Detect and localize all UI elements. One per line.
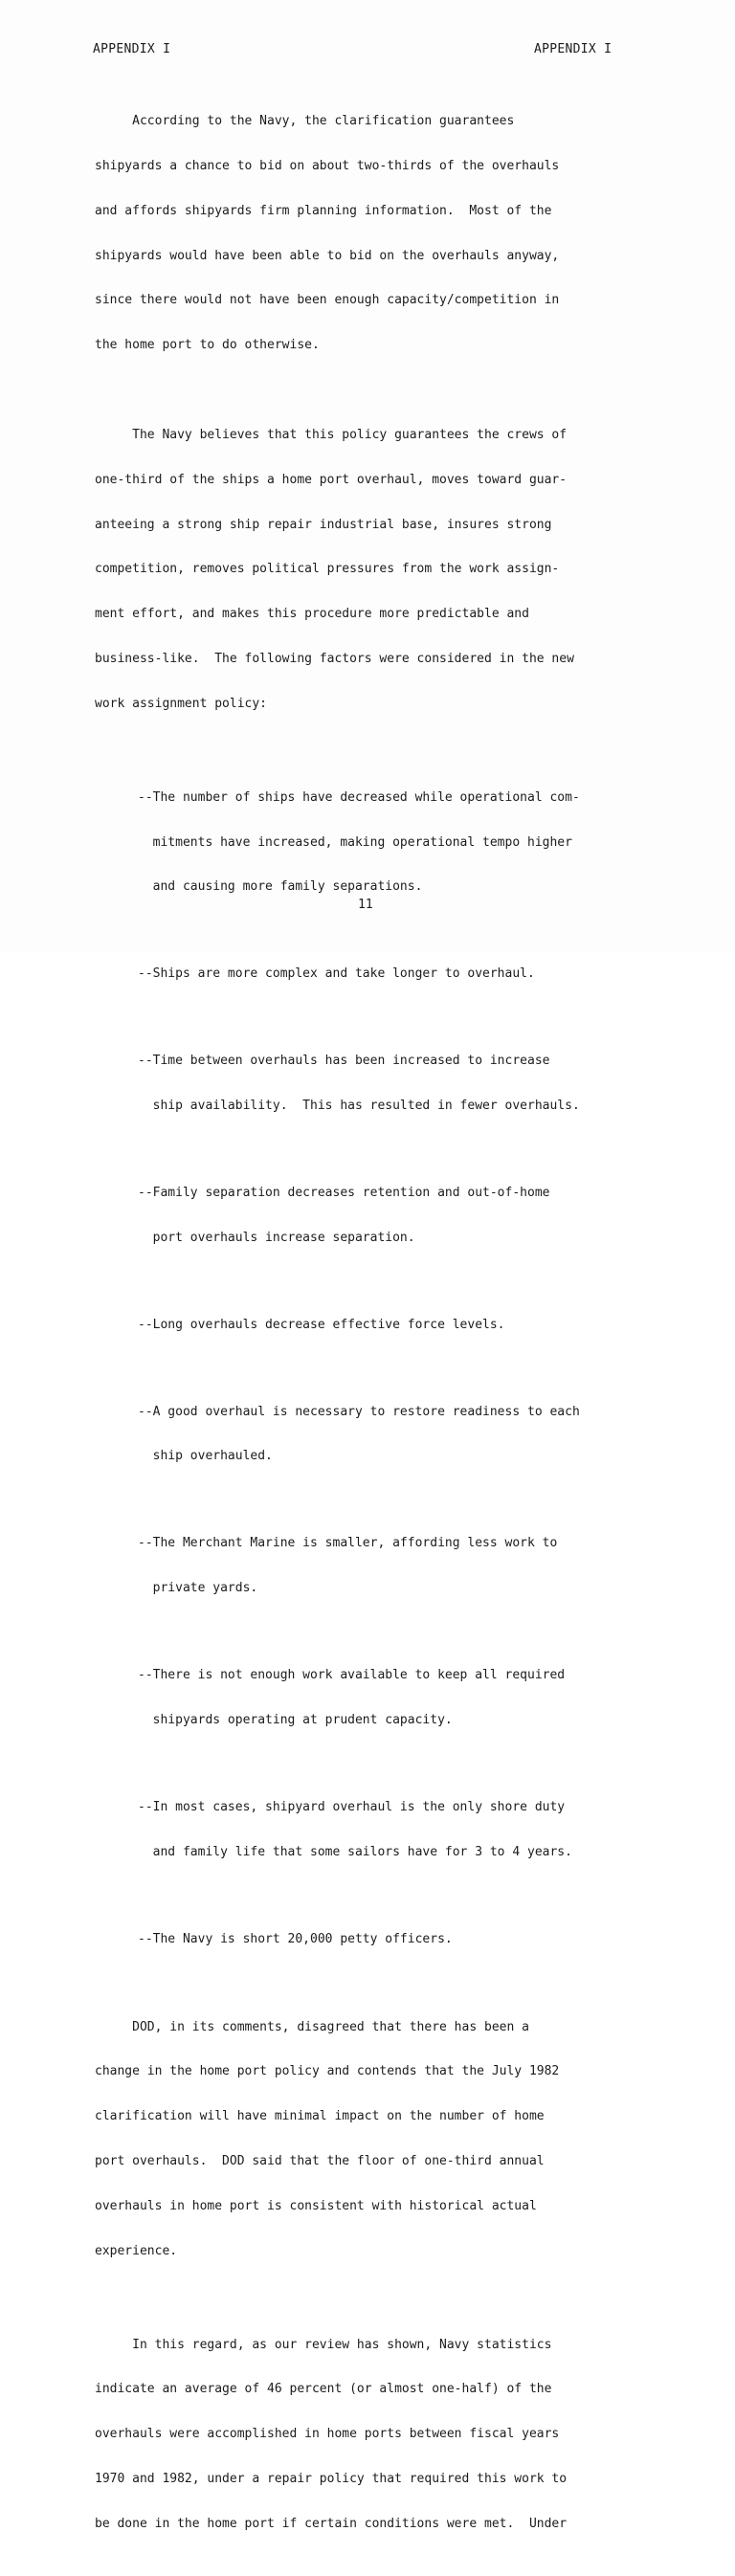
paragraph [95, 398, 640, 742]
list-item [138, 1288, 640, 1363]
paragraph [95, 84, 640, 383]
list-item [138, 1902, 640, 1977]
paragraph-line: overhauls in home port is consistent with historical actual [95, 2198, 537, 2213]
paragraph-line: competition, removes political pressures from the work assign- [95, 562, 560, 577]
factor-list [138, 761, 640, 1977]
paragraph-line: According to the Navy, the clarification guarantees [95, 114, 515, 129]
paragraph-line: change in the home port policy and contends that the July 1982 [95, 2064, 560, 2079]
list-item-line: --A good overhaul is necessary to restore readiness to each [138, 1404, 580, 1419]
paragraph-line: shipyards would have been able to bid on the overhauls anyway, [95, 248, 560, 263]
paragraph-line: In this regard, as our review has shown, Navy statistics [95, 2337, 552, 2352]
paragraph-line: ment effort, and makes this procedure more predictable and [95, 607, 529, 622]
paragraph-line: one-third of the ships a home port overhaul, moves toward guar- [95, 472, 568, 487]
paragraph-line: shipyards a chance to bid on about two-thirds of the overhauls [95, 158, 560, 173]
paragraph-line: be done in the home port if certain conditions were met. Under [95, 2516, 568, 2531]
list-item-line: and family life that some sailors have for 3 to 4 years. [138, 1844, 572, 1859]
list-item-line: --Family separation decreases retention and out-of-home [138, 1185, 550, 1200]
paragraph-line: indicate an average of 46 percent (or almost one-half) of the [95, 2382, 552, 2397]
list-item [138, 1156, 640, 1276]
list-item [138, 1024, 640, 1144]
list-item-line: --There is not enough work available to keep all required [138, 1668, 566, 1683]
list-item-line: private yards. [138, 1581, 258, 1596]
list-item-line: --In most cases, shipyard overhaul is the only shore duty [138, 1799, 566, 1814]
list-item-line: shipyards operating at prudent capacity. [138, 1712, 453, 1727]
list-item-line: --The number of ships have decreased while operational com- [138, 789, 580, 805]
paragraph-line: DOD, in its comments, disagreed that there has been a [95, 2019, 529, 2034]
paragraph-line: since there would not have been enough capacity/competition in [95, 293, 560, 308]
paragraph-line: business-like. The following factors were considered in the new [95, 651, 574, 666]
list-item-line: --Ships are more complex and take longer to overhaul. [138, 966, 535, 982]
list-item [138, 937, 640, 1011]
paragraph [95, 1989, 640, 2288]
list-item [138, 1375, 640, 1495]
paragraph-line: overhauls were accomplished in home ports between fiscal years [95, 2427, 560, 2442]
paragraph-line: clarification will have minimal impact on the number of home [95, 2109, 545, 2124]
list-item-line: --Time between overhauls has been increased to increase [138, 1054, 550, 1069]
list-item-line: ship overhauled. [138, 1449, 273, 1464]
list-item-line: --The Navy is short 20,000 petty officers. [138, 1931, 453, 1946]
paragraph-line: port overhauls. DOD said that the floor of one-third annual [95, 2154, 545, 2168]
paragraph-line: and affords shipyards firm planning information. Most of the [95, 203, 552, 218]
list-item [138, 1638, 640, 1758]
list-item [138, 1770, 640, 1890]
paragraph-line: experience. [95, 2243, 178, 2258]
paragraph-line: anteeing a strong ship repair industrial base, insures strong [95, 517, 552, 532]
header-right: APPENDIX I [534, 42, 612, 56]
header-left: APPENDIX I [93, 42, 171, 56]
list-item-line: ship availability. This has resulted in fewer overhauls. [138, 1099, 580, 1113]
list-item-line: mitments have increased, making operational tempo higher [138, 834, 572, 850]
list-item-line: --Long overhauls decrease effective force levels. [138, 1317, 505, 1332]
paragraph-line: the home port to do otherwise. [95, 338, 320, 353]
document-body [95, 84, 640, 2576]
list-item [138, 1506, 640, 1626]
paragraph-line: work assignment policy: [95, 696, 268, 711]
paragraph-line: The Navy believes that this policy guarantees the crews of [95, 428, 568, 443]
list-item [138, 761, 640, 925]
paragraph [95, 2307, 640, 2561]
paragraph-line: 1970 and 1982, under a repair policy that required this work to [95, 2471, 568, 2486]
list-item-line: and causing more family separations. [138, 879, 423, 895]
list-item-line: --The Merchant Marine is smaller, affording less work to [138, 1536, 558, 1551]
list-item-line: port overhauls increase separation. [138, 1230, 415, 1245]
page-number: 11 [358, 898, 373, 912]
